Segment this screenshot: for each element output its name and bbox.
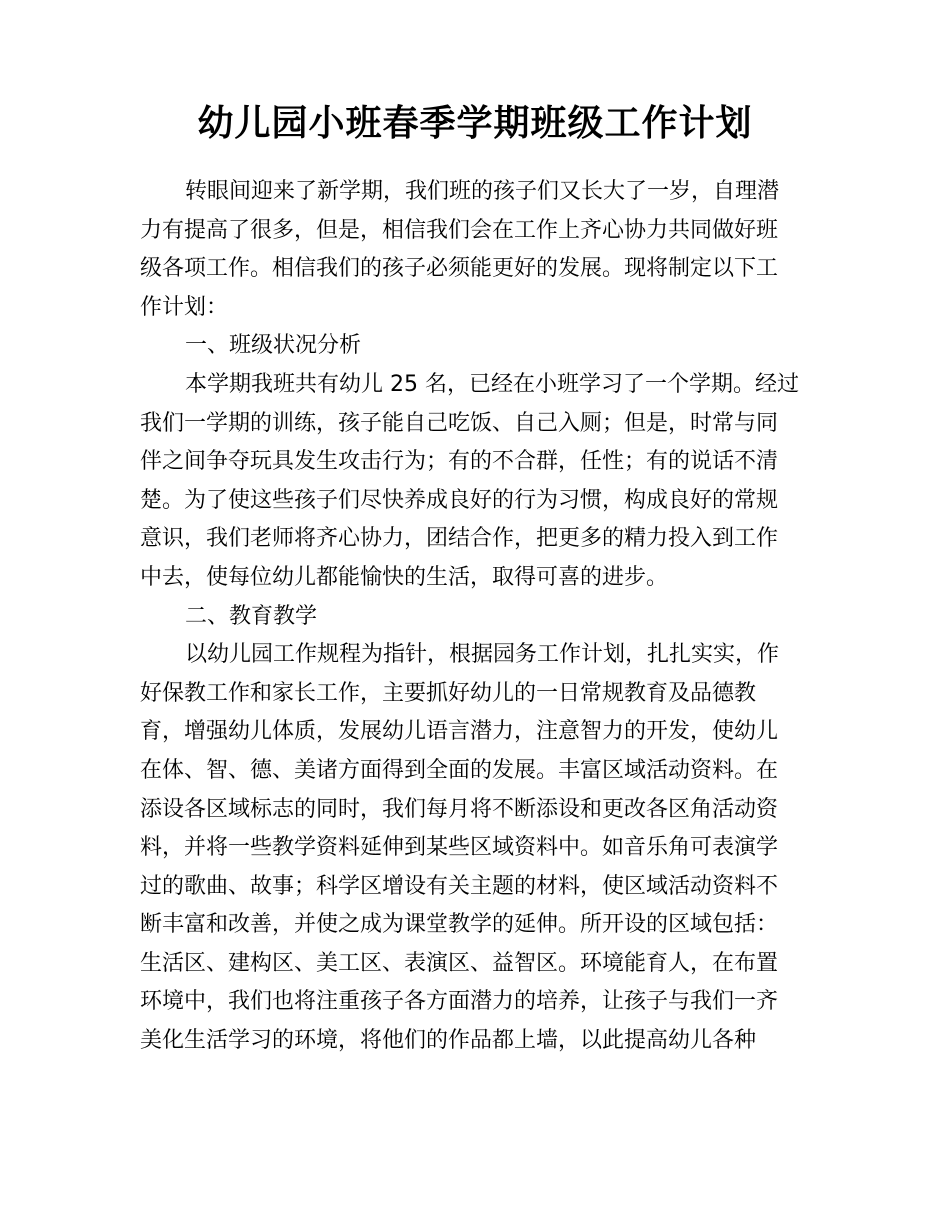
text-line: 过的歌曲、故事；科学区增设有关主题的材料，使区域活动资料不 (140, 873, 779, 899)
text-line: 意识，我们老师将齐心协力，团结合作，把更多的精力投入到工作 (140, 526, 779, 552)
text-line: 级各项工作。相信我们的孩子必须能更好的发展。现将制定以下工 (140, 256, 779, 282)
text-line: 料，并将一些教学资料延伸到某些区域资料中。如音乐角可表演学 (140, 835, 779, 861)
text-line: 本学期我班共有幼儿 25 名，已经在小班学习了一个学期。经过 (185, 371, 799, 397)
page-title: 幼儿园小班春季学期班级工作计划 (197, 103, 753, 144)
text-line: 添设各区域标志的同时，我们每月将不断添设和更改各区角活动资 (140, 796, 779, 822)
text-line: 楚。为了使这些孩子们尽快养成良好的行为习惯，构成良好的常规 (140, 487, 779, 513)
text-line: 断丰富和改善，并使之成为课堂教学的延伸。所开设的区域包括： (140, 912, 779, 938)
document-body (140, 173, 810, 1061)
text-line: 美化生活学习的环境，将他们的作品都上墙，以此提高幼儿各种 (140, 1028, 757, 1054)
text-line: 生活区、建构区、美工区、表演区、益智区。环境能育人，在布置 (140, 950, 779, 976)
text-line: 环境中，我们也将注重孩子各方面潜力的培养，让孩子与我们一齐 (140, 989, 779, 1015)
text-line: 我们一学期的训练，孩子能自己吃饭、自己入厕；但是，时常与同 (140, 410, 779, 436)
text-line: 转眼间迎来了新学期，我们班的孩子们又长大了一岁，自理潜 (185, 179, 780, 204)
text-line: 一、班级状况分析 (185, 333, 362, 359)
text-line: 力有提高了很多，但是，相信我们会在工作上齐心协力共同做好班 (140, 217, 779, 243)
text-line: 好保教工作和家长工作，主要抓好幼儿的一日常规教育及品德教 (140, 680, 757, 706)
text-line: 育，增强幼儿体质，发展幼儿语言潜力，注意智力的开发，使幼儿 (140, 719, 779, 745)
text-line: 二、教育教学 (185, 603, 318, 629)
text-line: 在体、智、德、美诸方面得到全面的发展。丰富区域活动资料。在 (140, 757, 779, 783)
text-line: 伴之间争夺玩具发生攻击行为；有的不合群，任性；有的说话不清 (140, 449, 779, 475)
text-line: 以幼儿园工作规程为指针，根据园务工作计划，扎扎实实，作 (185, 642, 780, 668)
text-line: 作计划： (140, 294, 229, 320)
text-line: 中去，使每位幼儿都能愉快的生活，取得可喜的进步。 (140, 564, 669, 590)
